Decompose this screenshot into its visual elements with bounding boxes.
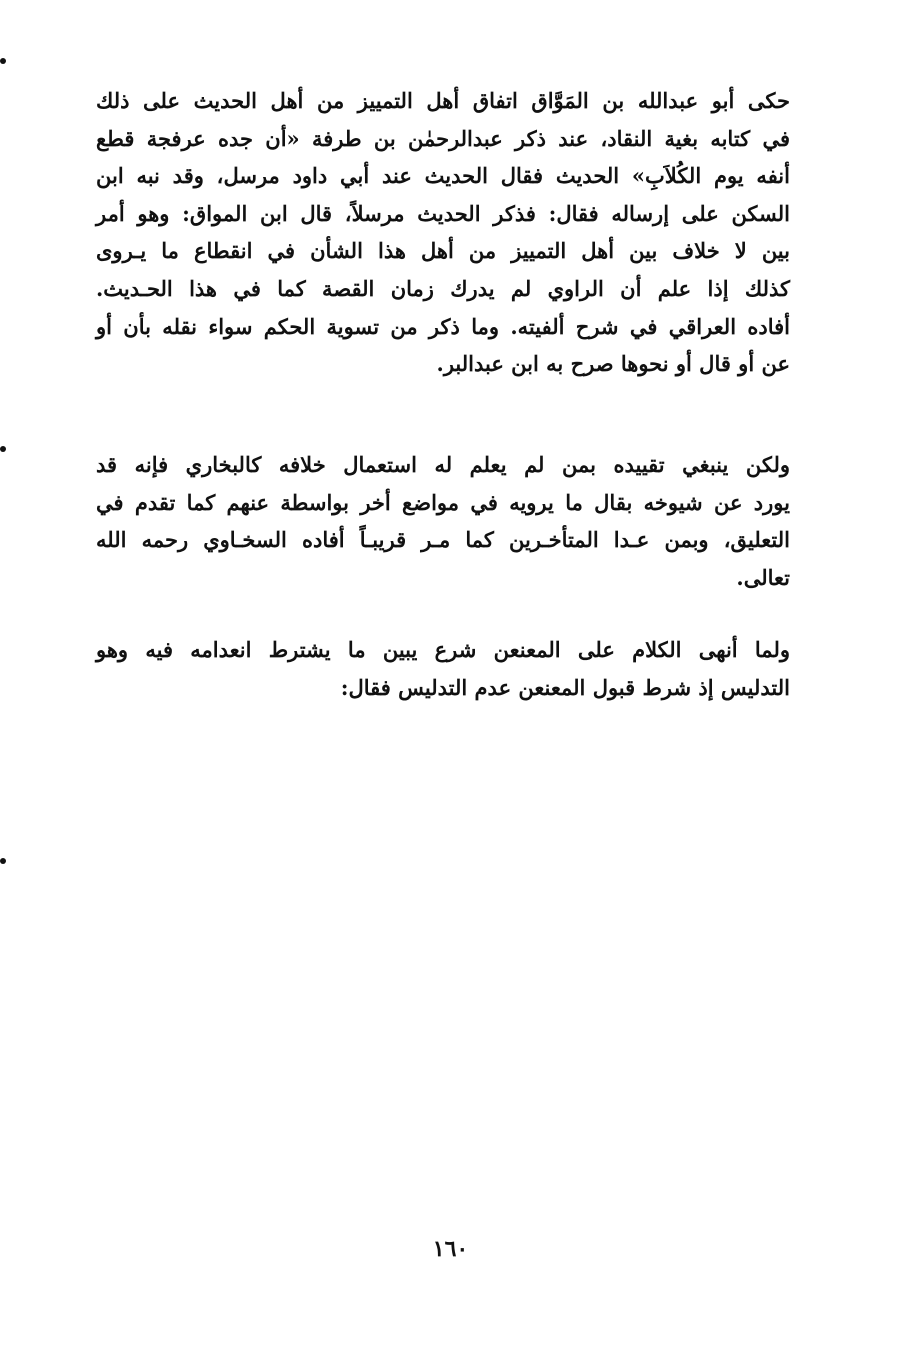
- text-line: عن أو قال أو نحوها صرح به ابن عبدالبر.: [436, 351, 790, 377]
- text-line: ولكن ينبغي تقييده بمن لم يعلم له استعمال خلافه كالبخاري فإنه قد: [96, 452, 790, 477]
- margin-mark: [0, 58, 6, 64]
- text-line: أفاده العراقي في شرح ألفيته. وما ذكر من تسوية الحكم سواء نقله بأن أو: [96, 313, 790, 339]
- margin-mark: [0, 858, 6, 864]
- paragraph-2: [96, 446, 790, 596]
- margin-mark: [0, 446, 6, 452]
- text-line: بين لا خلاف بين أهل التمييز من أهل هذا الشأن في انقطاع ما يـروى: [96, 238, 790, 264]
- text-line: تعالى.: [736, 564, 790, 590]
- text-line: التدليس إذ شرط قبول المعنعن عدم التدليس فقال:: [340, 674, 790, 700]
- text-line: حكى أبو عبدالله بن المَوَّاق اتفاق أهل التمييز من أهل الحديث على ذلك: [96, 88, 790, 113]
- text-line: السكن على إرساله فقال: فذكر الحديث مرسلاً، قال ابن المواق: وهو أمر: [96, 200, 790, 226]
- text-line: كذلك إذا علم أن الراوي لم يدرك زمان القصة كما في هذا الحـديث.: [96, 275, 790, 301]
- text-line: ولما أنهى الكلام على المعنعن شرع يبين ما يشترط انعدامه فيه وهو: [96, 637, 790, 662]
- text-line: يورد عن شيوخه بقال ما يرويه في مواضع أخر بواسطة عنهم كما تقدم في: [96, 489, 790, 515]
- text-line: في كتابه بغية النقاد، عند ذكر عبدالرحمٰن بن طرفة «أن جده عرفجة قطع: [96, 125, 790, 151]
- paragraph-3: [96, 631, 790, 706]
- text-line: التعليق، وبمن عـدا المتأخـرين كما مـر قريبـاً أفاده السخـاوي رحمه الله: [96, 527, 790, 553]
- page-number: ١٦٠: [432, 1236, 469, 1262]
- text-line: أنفه يوم الكُلاَبِ» الحديث فقال الحديث عند أبي داود مرسل، وقد نبه ابن: [96, 163, 790, 189]
- paragraph-1: [96, 82, 790, 383]
